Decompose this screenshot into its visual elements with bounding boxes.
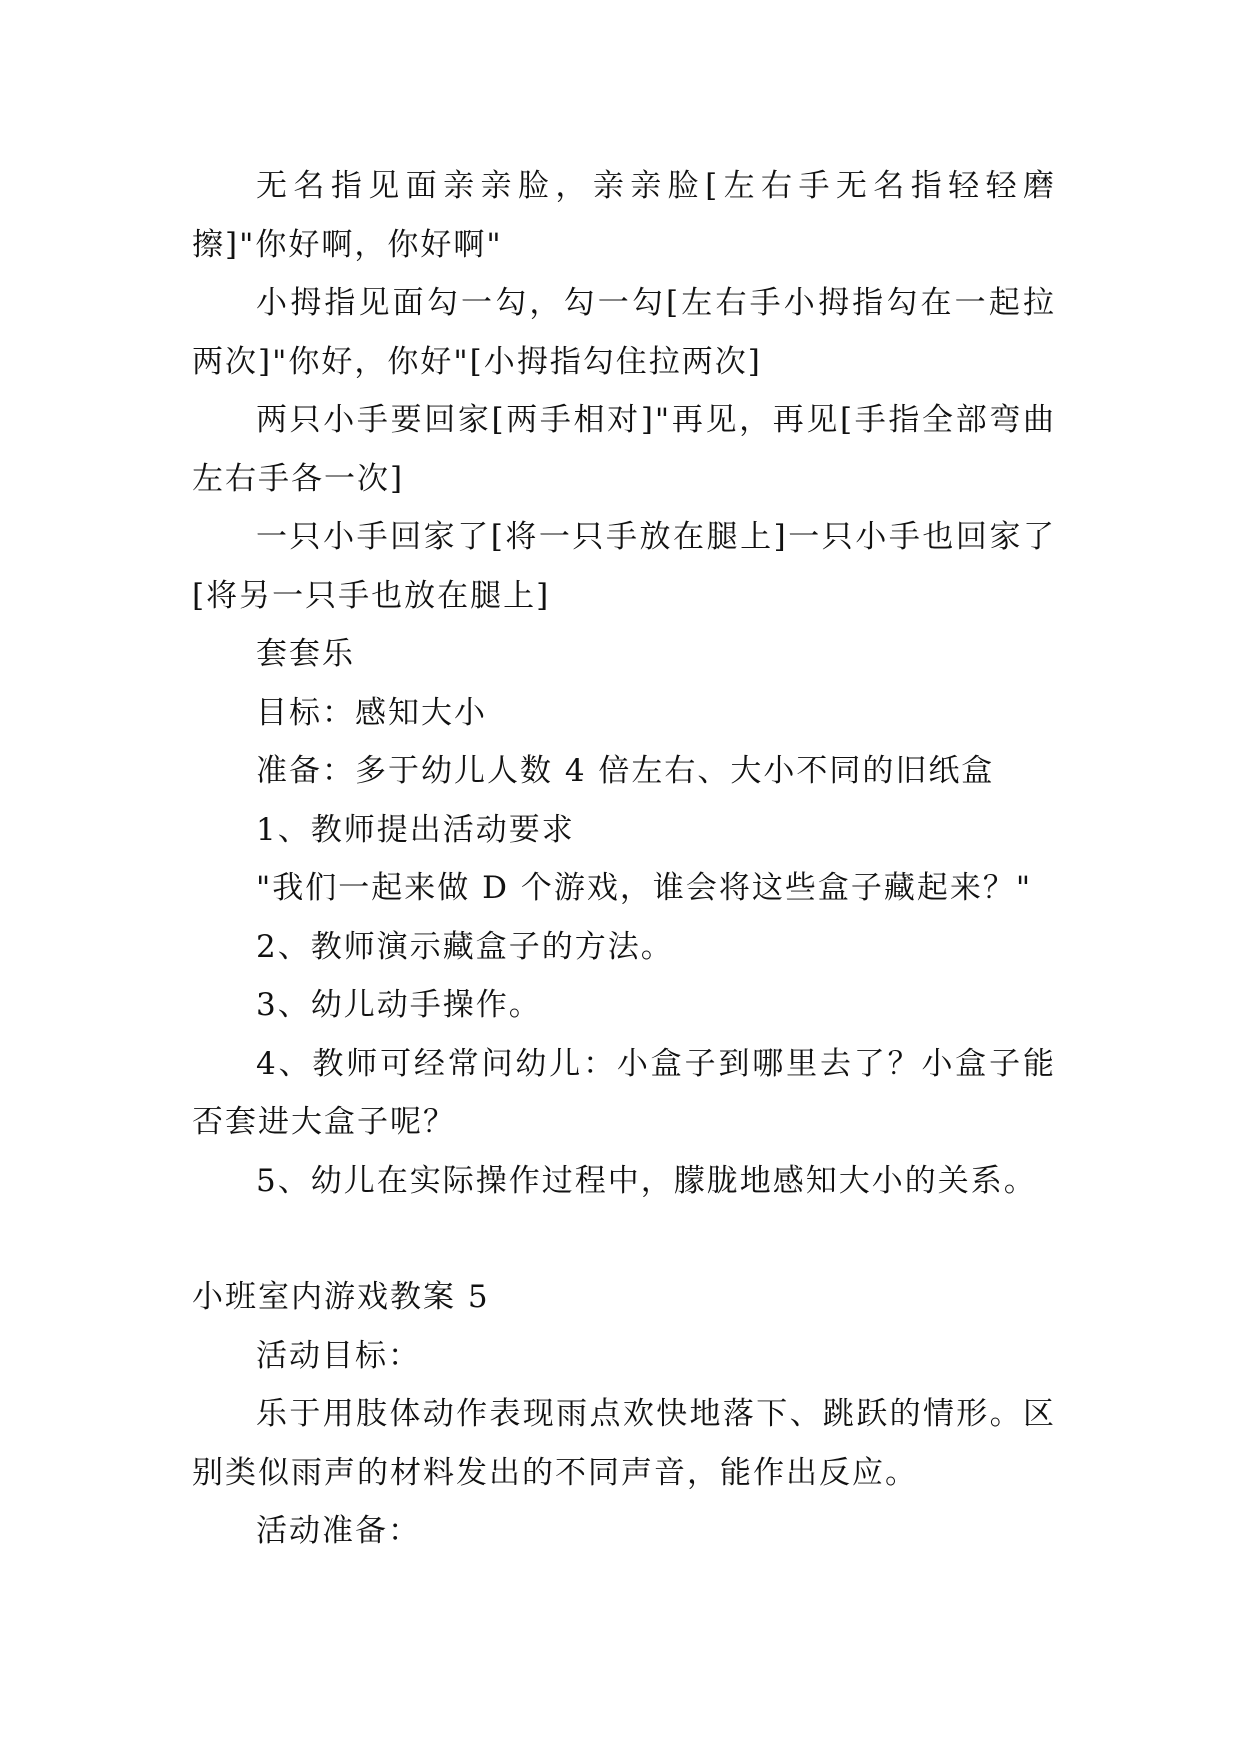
paragraph-step-4: 4、教师可经常问幼儿：小盒子到哪里去了？小盒子能否套进大盒子呢？ [192, 1045, 1056, 1140]
paragraph-step-2: 2、教师演示藏盒子的方法。 [256, 928, 674, 965]
paragraph-one-hand-home: 一只小手回家了[将一只手放在腿上]一只小手也回家了[将另一只手也放在腿上] [192, 519, 1056, 614]
paragraph-little-finger: 小拇指见面勾一勾，勾一勾[左右手小拇指勾在一起拉两次]"你好，你好"[小拇指勾住拉两次] [192, 285, 1056, 380]
paragraph-step-1: 1、教师提出活动要求 [256, 811, 575, 848]
paragraph-hands-go-home: 两只小手要回家[两手相对]"再见，再见[手指全部弯曲左右手各一次] [192, 402, 1056, 497]
paragraph-activity-goal: 乐于用肢体动作表现雨点欢快地落下、跳跃的情形。区别类似雨声的材料发出的不同声音，能作出反应。 [192, 1396, 1056, 1491]
section-title: 小班室内游戏教案 5 [192, 1279, 490, 1315]
paragraph-preparation: 准备：多于幼儿人数 4 倍左右、大小不同的旧纸盒 [256, 753, 995, 789]
paragraph-ring-finger: 无名指见面亲亲脸，亲亲脸[左右手无名指轻轻磨擦]"你好啊，你好啊" [192, 168, 1056, 263]
paragraph-activity-goal-label: 活动目标： [256, 1337, 421, 1374]
document-body [192, 157, 1056, 1561]
paragraph-game-name: 套套乐 [256, 636, 355, 672]
section-spacer [192, 1210, 1056, 1268]
paragraph-goal: 目标：感知大小 [256, 694, 487, 731]
paragraph-step-5: 5、幼儿在实际操作过程中，朦胧地感知大小的关系。 [256, 1162, 1037, 1199]
paragraph-activity-prep-label: 活动准备： [256, 1513, 421, 1549]
paragraph-step-3: 3、幼儿动手操作。 [256, 987, 542, 1023]
paragraph-quote: "我们一起来做 D 个游戏，谁会将这些盒子藏起来？" [256, 870, 1033, 906]
